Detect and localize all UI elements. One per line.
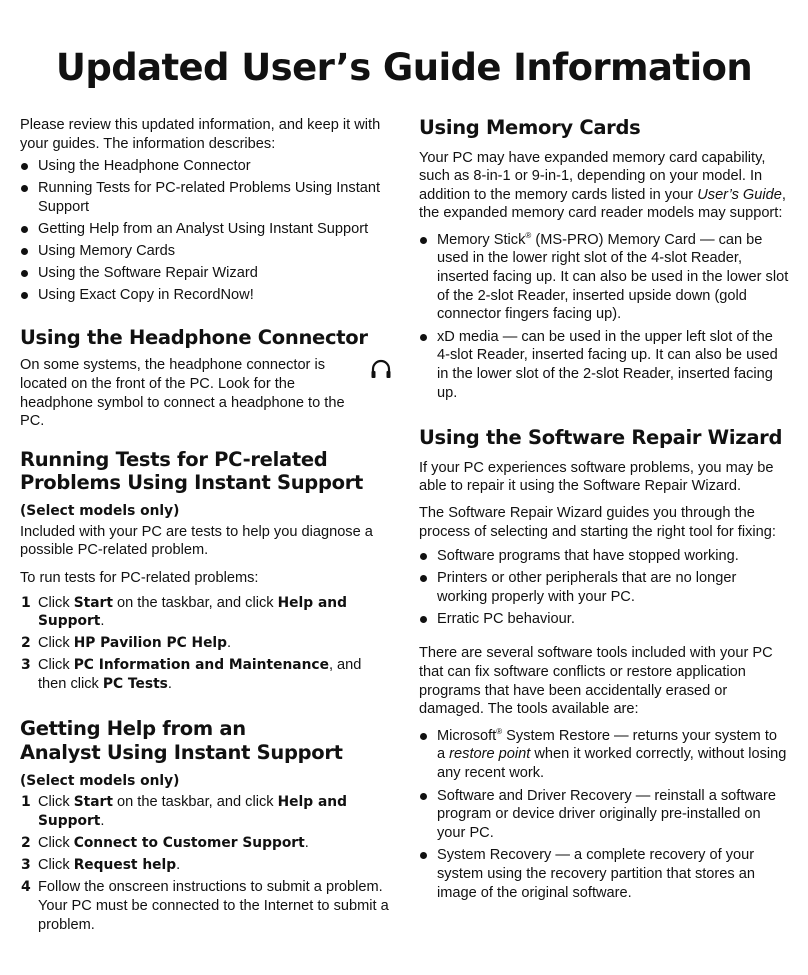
headphone-heading: Using the Headphone Connector [20, 325, 368, 349]
tests-heading: Running Tests for PC-related Problems Using Instant Support [20, 447, 364, 495]
memory-heading: Using Memory Cards [419, 116, 641, 139]
memory-card-list [419, 231, 789, 402]
list-item: Software and Driver Recovery — reinstall a software program or device driver originally pre-installed on your PC. [419, 787, 789, 843]
step-item: 1 Click Start on the taskbar, and click Help and Support. [21, 594, 347, 630]
repair-tools-list [419, 727, 789, 902]
list-item: Memory Stick® (MS-PRO) Memory Card — can be used in the lower right slot of the 4-slot Reader, inserted facing up. It can also be used in the lower slot of the 2-slot Reader, inserted upside down (gold connector fingers facing up). [419, 231, 789, 324]
repair-text-1: If your PC experiences software problems, you may be able to repair it using the Software Repair Wizard. [419, 459, 774, 495]
list-item: Using Memory Cards [20, 242, 392, 261]
repair-text-3: There are several software tools included with your PC that can fix software conflicts or restore application programs that have been accidentally erased or damaged. The tools available are: [419, 645, 773, 718]
left-column [20, 116, 392, 938]
select-models-note: (Select models only) [20, 773, 180, 790]
headphone-section [20, 356, 392, 430]
step-item: 4 Follow the onscreen instructions to submit a problem. Your PC must be connected to the Internet to submit a problem. [21, 879, 389, 933]
intro-text: Please review this updated information, and keep it with your guides. The information describes: [20, 117, 381, 152]
headphone-text: On some systems, the headphone connector is located on the front of the PC. Look for the headphone symbol to connect a headphone to the PC. [20, 357, 345, 430]
intro-list [20, 157, 392, 305]
repair-fix-list [419, 547, 789, 628]
headphone-icon [370, 358, 392, 380]
step-item: 2 Click HP Pavilion PC Help. [21, 635, 232, 652]
memory-intro-text: Your PC may have expanded memory card capability, such as 8-in-1 or 9-in-1, depending on your model. In addition to the memory cards listed in your User’s Guide, the expanded memory card reader models may support: [419, 149, 786, 222]
bullet-icon [21, 270, 28, 277]
list-item: Software programs that have stopped working. [419, 547, 789, 566]
step-item: 1 Click Start on the taskbar, and click Help and Support. [21, 794, 347, 830]
bullet-icon [21, 226, 28, 233]
list-item: Erratic PC behaviour. [419, 610, 789, 629]
bullet-icon [420, 733, 427, 740]
bullet-icon [420, 575, 427, 582]
tests-to-run-text: To run tests for PC-related problems: [20, 569, 259, 586]
step-item: 3 Click PC Information and Maintenance, and then click PC Tests. [21, 657, 362, 692]
analyst-heading: Getting Help from an Analyst Using Instant Support [20, 717, 343, 764]
tests-included-text: Included with your PC are tests to help you diagnose a possible PC-related problem. [20, 523, 373, 559]
list-item: Getting Help from an Analyst Using Instant Support [20, 220, 392, 239]
step-item: 3 Click Request help. [21, 857, 181, 874]
right-column [419, 116, 789, 906]
analyst-steps [20, 793, 392, 934]
bullet-icon [420, 237, 427, 244]
list-item: Using the Software Repair Wizard [20, 264, 392, 283]
list-item: Running Tests for PC-related Problems Using Instant Support [20, 179, 392, 216]
bullet-icon [420, 616, 427, 623]
list-item: xD media — can be used in the upper left slot of the 4-slot Reader, inserted facing up. It can also be used in the lower slot of the 2-slot Reader, inserted facing up. [419, 328, 789, 402]
tests-steps [20, 594, 392, 694]
page-title: Updated User’s Guide Information [55, 46, 753, 89]
list-item: Printers or other peripherals that are no longer working properly with your PC. [419, 569, 789, 606]
bullet-icon [21, 163, 28, 170]
list-item: Microsoft® System Restore — returns your system to a restore point when it worked correctly, without losing any recent work. [419, 727, 789, 783]
bullet-icon [21, 248, 28, 255]
step-item: 2 Click Connect to Customer Support. [21, 835, 309, 852]
list-item: Using the Headphone Connector [20, 157, 392, 176]
bullet-icon [420, 852, 427, 859]
list-item: System Recovery — a complete recovery of your system using the recovery partition that stores an image of the original software. [419, 846, 789, 902]
repair-text-2: The Software Repair Wizard guides you through the process of selecting and starting the right tool for fixing: [419, 504, 776, 540]
bullet-icon [420, 793, 427, 800]
bullet-icon [420, 553, 427, 560]
bullet-icon [420, 334, 427, 341]
bullet-icon [21, 292, 28, 299]
repair-heading: Using the Software Repair Wizard [419, 426, 783, 450]
list-item: Using Exact Copy in RecordNow! [20, 286, 392, 305]
bullet-icon [21, 185, 28, 192]
select-models-note: (Select models only) [20, 502, 180, 519]
